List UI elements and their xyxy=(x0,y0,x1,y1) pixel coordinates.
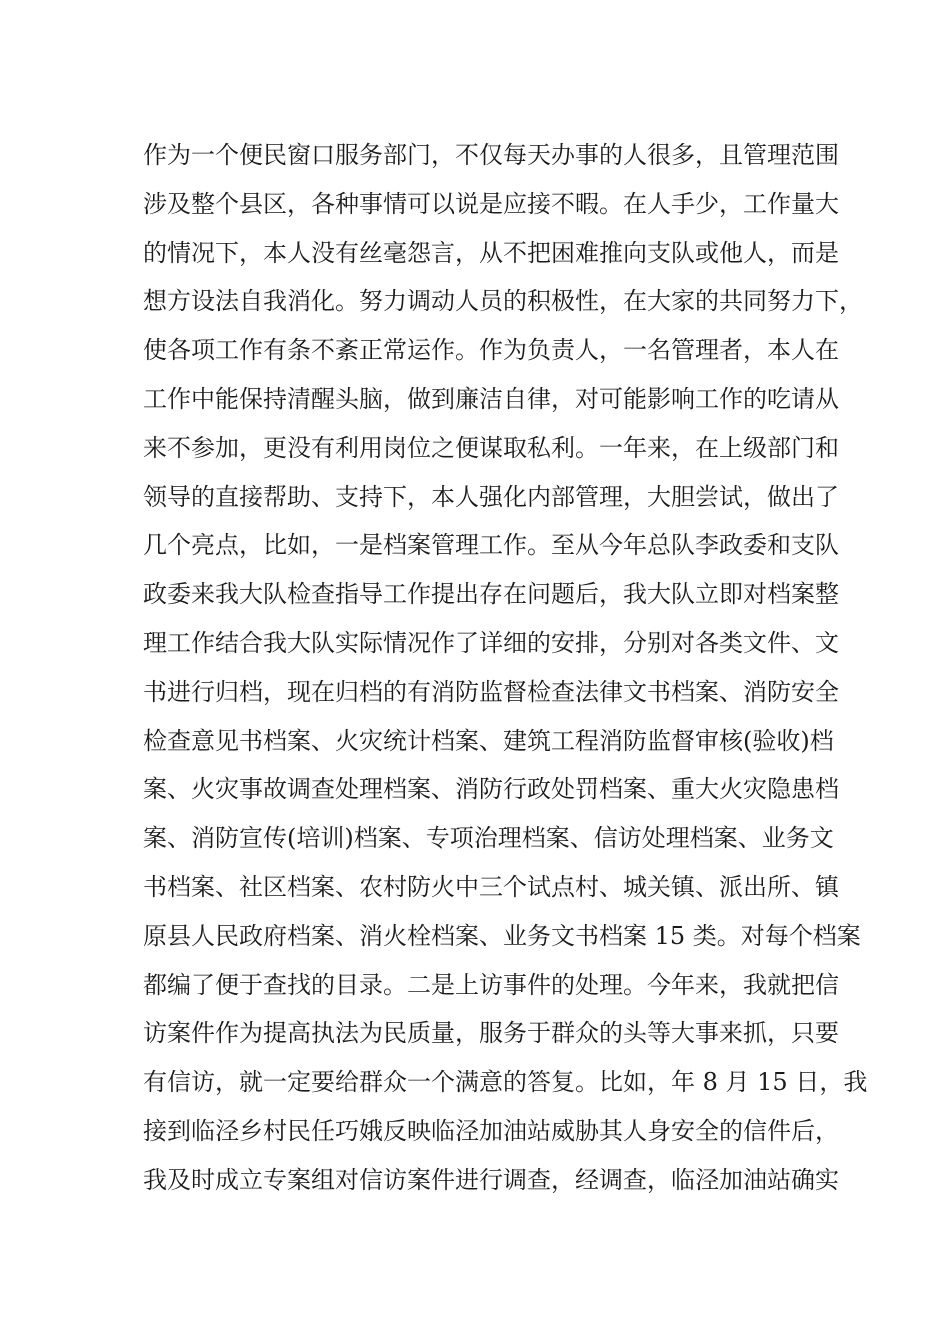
text-line: 几个亮点，比如，一是档案管理工作。至从今年总队李政委和支队 xyxy=(143,531,839,560)
text-line: 接到临泾乡村民任巧娥反映临泾加油站威胁其人身安全的信件后， xyxy=(143,1116,839,1145)
text-line: 领导的直接帮助、支持下，本人强化内部管理，大胆尝试，做出了 xyxy=(143,482,839,511)
text-line: 理工作结合我大队实际情况作了详细的安排，分别对各类文件、文 xyxy=(143,628,839,657)
text-line: 来不参加，更没有利用岗位之便谋取私利。一年来，在上级部门和 xyxy=(143,433,839,462)
text-line: 案、消防宣传(培训)档案、专项治理档案、信访处理档案、业务文 xyxy=(143,824,834,853)
text-line: 书档案、社区档案、农村防火中三个试点村、城关镇、派出所、镇 xyxy=(143,872,839,901)
text-line: 书进行归档，现在归档的有消防监督检查法律文书档案、消防安全 xyxy=(143,677,839,706)
text-line: 有信访，就一定要给群众一个满意的答复。比如，年 8 月 15 日，我 xyxy=(143,1068,868,1097)
text-line: 的情况下，本人没有丝毫怨言，从不把困难推向支队或他人，而是 xyxy=(143,238,839,267)
text-line: 想方设法自我消化。努力调动人员的积极性，在大家的共同努力下， xyxy=(143,287,863,316)
text-line: 作为一个便民窗口服务部门，不仅每天办事的人很多，且管理范围 xyxy=(143,141,839,169)
text-line: 访案件作为提高执法为民质量，服务于群众的头等大事来抓，只要 xyxy=(143,1019,839,1048)
body-text xyxy=(143,131,868,1205)
text-line: 都编了便于查找的目录。二是上访事件的处理。今年来，我就把信 xyxy=(143,970,839,999)
text-line: 我及时成立专案组对信访案件进行调查，经调查，临泾加油站确实 xyxy=(143,1165,839,1194)
text-line: 涉及整个县区，各种事情可以说是应接不暇。在人手少，工作量大 xyxy=(143,189,839,218)
text-line: 使各项工作有条不紊正常运作。作为负责人，一名管理者，本人在 xyxy=(143,336,839,365)
text-line: 案、火灾事故调查处理档案、消防行政处罚档案、重大火灾隐患档 xyxy=(143,775,839,804)
text-line: 原县人民政府档案、消火栓档案、业务文书档案 15 类。对每个档案 xyxy=(143,921,861,950)
text-line: 政委来我大队检查指导工作提出存在问题后，我大队立即对档案整 xyxy=(143,580,839,609)
text-line: 工作中能保持清醒头脑，做到廉洁自律，对可能影响工作的吃请从 xyxy=(143,384,839,413)
text-line: 检查意见书档案、火灾统计档案、建筑工程消防监督审核(验收)档 xyxy=(143,726,834,755)
